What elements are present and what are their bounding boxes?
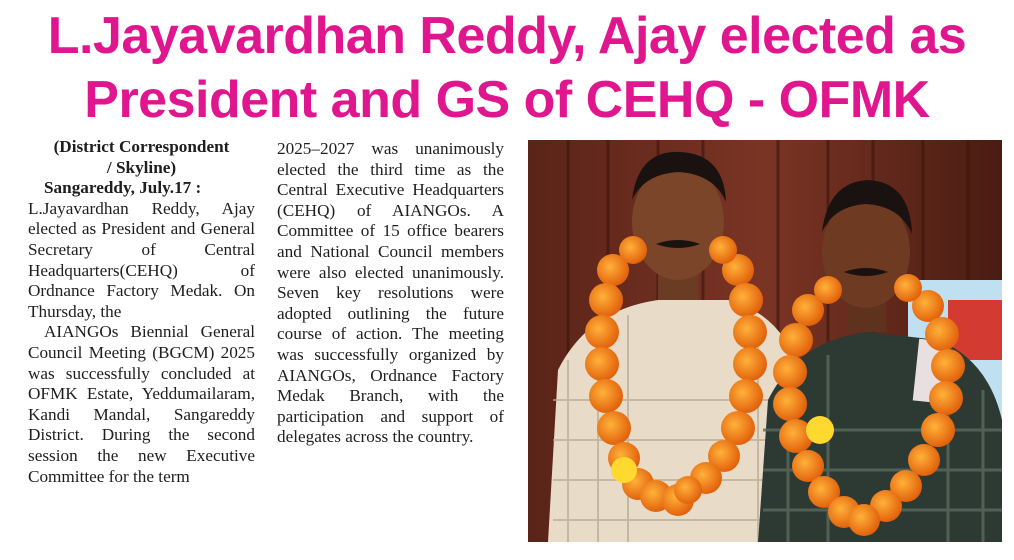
article-column-2 bbox=[277, 139, 504, 448]
article-paragraph: 2025–2027 was unanimously elected the third time as the Central Executive Headquarters (CEHQ) of AIANGOs. A Committee of 15 office bearers and National Council members were also elected unanimously. Seven key resolutions were adopted outlining the future course of action. The meeting was successfully organized by AIANGOs, Ordnance Factory Medak Branch, with the participation and support of delegates across the country. bbox=[277, 139, 504, 447]
byline-line-1: (District Correspondent bbox=[53, 137, 230, 156]
article-paragraph: L.Jayavardhan Reddy, Ajay elected as President and General Secretary of Central Headquarters(CEHQ) of Ordnance Factory Medak. On Thursday, the bbox=[28, 198, 255, 321]
dateline: Sangareddy, July.17 : bbox=[44, 178, 202, 198]
headline-line-1: L.Jayavardhan Reddy, Ajay elected as bbox=[47, 7, 967, 65]
byline-line-2: / Skyline) bbox=[106, 157, 177, 177]
headline bbox=[0, 4, 1014, 132]
article-column-1 bbox=[28, 137, 255, 487]
headline-line-2: President and GS of CEHQ - OFMK bbox=[84, 71, 930, 129]
article-paragraph: AIANGOs Biennial General Council Meeting (BGCM) 2025 was successfully concluded at OFMK Estate, Yeddumailaram, Kandi Mandal, Sangareddy District. During the second session the new Executive Committee for the term bbox=[28, 322, 255, 486]
news-photo bbox=[528, 140, 1002, 542]
photo-illustration bbox=[528, 140, 1002, 542]
